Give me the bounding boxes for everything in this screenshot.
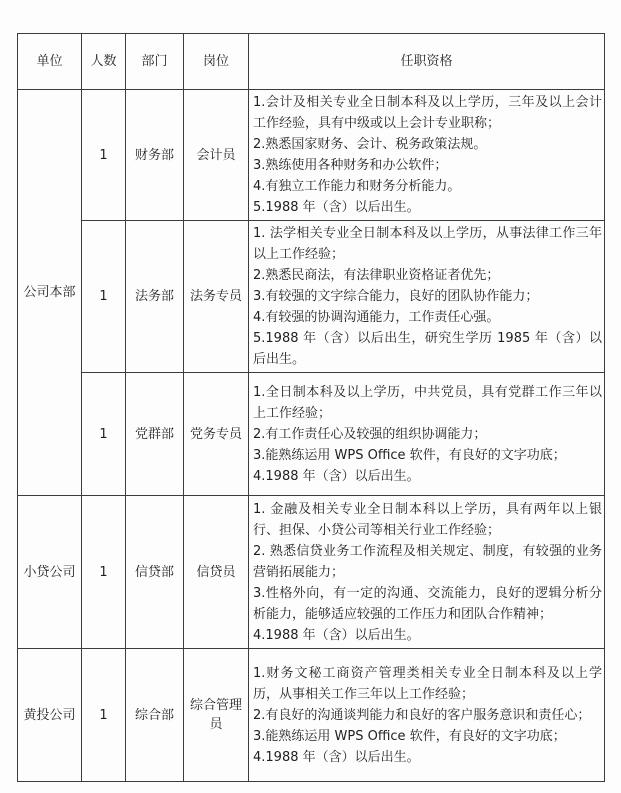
qualification-item: 3.熟练使用各种财务和办公软件； — [253, 158, 448, 173]
table-row — [18, 373, 605, 496]
qualification-item: 3.性格外向，有一定的沟通、交流能力，良好的逻辑分析分析能力，能够适应较强的工作压力和团队合作精神； — [253, 585, 602, 622]
unit-cell: 公司本部 — [18, 90, 82, 496]
header-qualifications: 任职资格 — [249, 34, 605, 90]
qualification-item: 3.能熟练运用 WPS Office 软件，有良好的文字功底； — [253, 447, 566, 463]
qualification-item: 4.1988 年（含）以后出生。 — [253, 749, 420, 765]
qualifications-cell — [249, 373, 605, 496]
dept-cell: 财务部 — [126, 90, 184, 221]
qualification-item: 5.1988 年（含）以后出生，研究生学历 1985 年（含）以后出生。 — [253, 331, 602, 367]
qualification-item: 4.1988 年（含）以后出生。 — [253, 468, 420, 484]
count-cell: 1 — [82, 649, 126, 782]
header-unit: 单位 — [18, 34, 82, 90]
header-dept: 部门 — [126, 34, 184, 90]
qualification-item: 4.1988 年（含）以后出生。 — [253, 627, 420, 643]
count-cell: 1 — [82, 496, 126, 649]
unit-cell: 黄投公司 — [18, 649, 82, 782]
header-position: 岗位 — [184, 34, 249, 90]
qualification-item: 2. 熟悉信贷业务工作流程及相关规定、制度，有较强的业务营销拓展能力； — [253, 543, 602, 580]
qualification-item: 3.有较强的文字综合能力，良好的团队协作能力； — [253, 289, 539, 304]
table-row — [18, 649, 605, 782]
header-row — [18, 34, 605, 90]
qualification-item: 4.有独立工作能力和财务分析能力。 — [253, 179, 461, 194]
position-cell: 信贷员 — [184, 496, 249, 649]
header-count: 人数 — [82, 34, 126, 90]
qualifications-cell — [249, 90, 605, 221]
table-row — [18, 496, 605, 649]
qualification-item: 2.熟悉民商法，有法律职业资格证者优先； — [253, 268, 500, 283]
qualification-item: 4.有较强的协调沟通能力，工作责任心强。 — [253, 310, 500, 325]
qualifications-cell — [249, 649, 605, 782]
qualification-item: 3.能熟练运用 WPS Office 软件，有良好的文字功底； — [253, 728, 566, 744]
dept-cell: 法务部 — [126, 221, 184, 373]
count-cell: 1 — [82, 373, 126, 496]
count-cell: 1 — [82, 90, 126, 221]
qualification-item: 2.熟悉国家财务、会计、税务政策法规。 — [253, 137, 487, 152]
position-cell: 综合管理员 — [184, 649, 249, 782]
qualifications-cell — [249, 221, 605, 373]
qualifications-cell — [249, 496, 605, 649]
unit-cell: 小贷公司 — [18, 496, 82, 649]
qualification-item: 1. 法学相关专业全日制本科及以上学历，从事法律工作三年以上工作经验； — [253, 226, 602, 262]
dept-cell: 信贷部 — [126, 496, 184, 649]
qualification-item: 2.有良好的沟通谈判能力和良好的客户服务意识和责任心； — [253, 707, 591, 723]
recruitment-table — [17, 33, 605, 782]
dept-cell: 党群部 — [126, 373, 184, 496]
position-cell: 会计员 — [184, 90, 249, 221]
qualification-item: 1.全日制本科及以上学历，中共党员，具有党群工作三年以上工作经验； — [253, 384, 602, 421]
position-cell: 党务专员 — [184, 373, 249, 496]
qualification-item: 1.会计及相关专业全日制本科及以上学历，三年及以上会计工作经验，具有中级或以上会计专业职称； — [253, 95, 602, 131]
qualification-item: 5.1988 年（含）以后出生。 — [253, 200, 420, 215]
table-row — [18, 221, 605, 373]
qualification-item: 1. 金融及相关专业全日制本科以上学历，具有两年以上银行、担保、小贷公司等相关行业工作经验； — [253, 501, 602, 538]
table-row — [18, 90, 605, 221]
dept-cell: 综合部 — [126, 649, 184, 782]
position-cell: 法务专员 — [184, 221, 249, 373]
count-cell: 1 — [82, 221, 126, 373]
qualification-item: 1.财务文秘工商资产管理类相关专业全日制本科及以上学历，从事相关工作三年以上工作经验； — [253, 665, 602, 702]
qualification-item: 2.有工作责任心及较强的组织协调能力； — [253, 426, 487, 442]
